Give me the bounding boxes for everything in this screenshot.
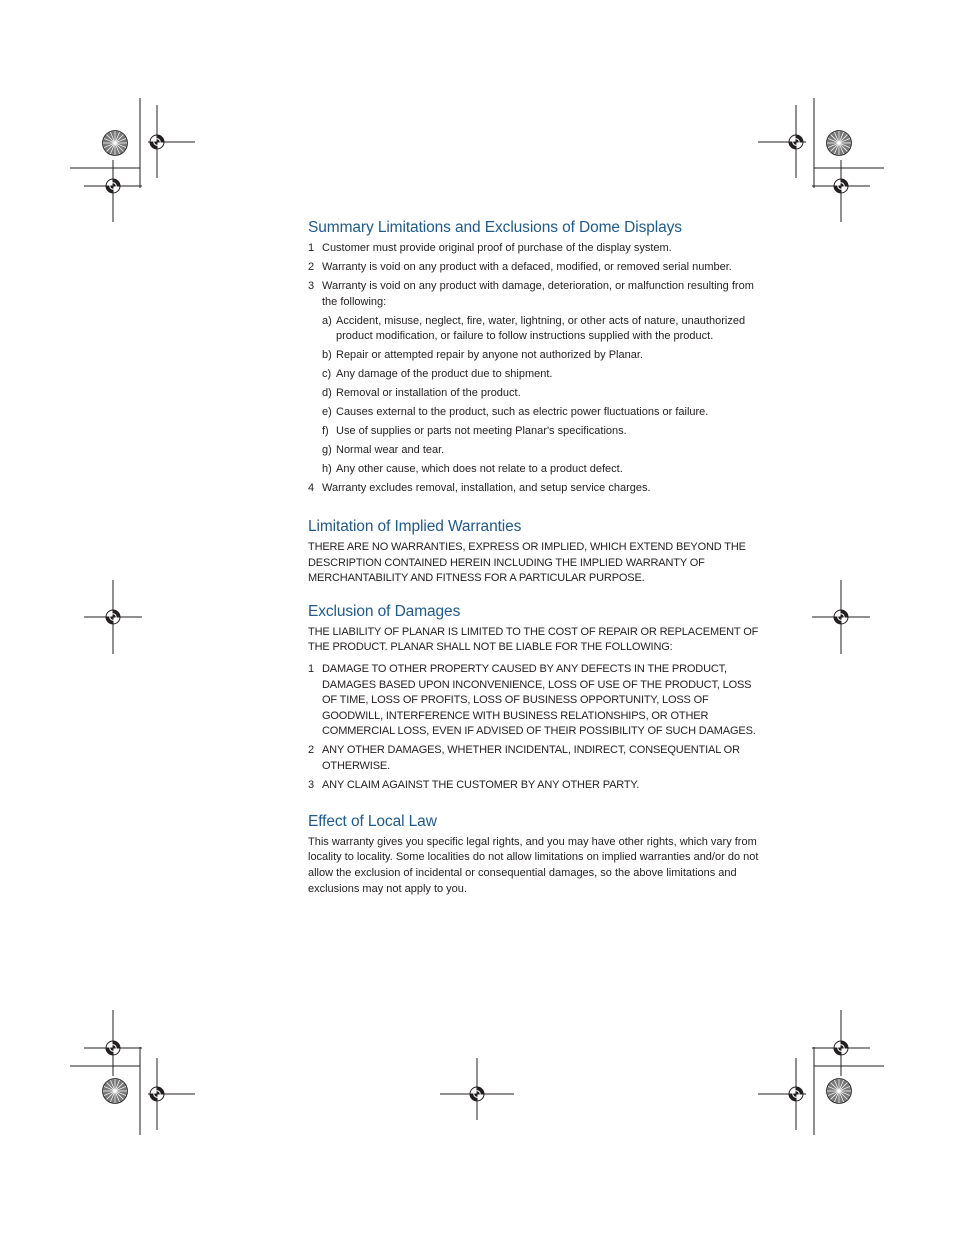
list-item <box>308 279 764 478</box>
sub-list <box>322 314 764 478</box>
sub-item-text: Accident, misuse, neglect, fire, water, lightning, or other acts of nature, unauthorized product modification, or failure to follow instructions supplied with the product. <box>336 314 746 343</box>
item-number: 2 <box>308 260 315 273</box>
list-item <box>308 260 764 276</box>
sub-item-text: Removal or installation of the product. <box>336 387 521 400</box>
heading-exclusion-of-damages: Exclusion of Damages <box>308 602 461 620</box>
heading-summary-limitations: Summary Limitations and Exclusions of Dome Displays <box>308 219 682 236</box>
sub-item-letter: e) <box>322 406 332 419</box>
effect-of-local-law-body: This warranty gives you specific legal rights, and you may have other rights, which vary from locality to locality. Some localities do not allow limitations on implied warranties and/or do not allow the exclusion of incidental or consequential damages, so the above limitations and exclusions may not apply to you. <box>308 835 759 895</box>
sub-list-item <box>322 462 764 478</box>
item-text: ANY OTHER DAMAGES, WHETHER INCIDENTAL, INDIRECT, CONSEQUENTIAL OR OTHERWISE. <box>322 744 740 772</box>
item-text: DAMAGE TO OTHER PROPERTY CAUSED BY ANY DEFECTS IN THE PRODUCT, DAMAGES BASED UPON INCONVENIENCE, LOSS OF USE OF THE PRODUCT, LOSS OF TIME, LOSS OF PROFITS, LOSS OF BUSINESS OPPORTUNITY, LOSS OF GOODWILL, INTERFERENCE WITH BUSINESS RELATIONSHIPS, OR OTHER COMMERCIAL LOSS, EVEN IF ADVISED OF THEIR POSSIBILITY OF SUCH DAMAGES. <box>322 662 756 738</box>
sub-item-text: Any other cause, which does not relate to a product defect. <box>336 463 623 476</box>
sub-item-text: Repair or attempted repair by anyone not authorized by Planar. <box>336 349 643 362</box>
heading-implied-warranties: Limitation of Implied Warranties <box>308 518 522 535</box>
item-number: 2 <box>308 744 314 757</box>
item-number: 3 <box>308 279 315 292</box>
sub-list-item <box>322 424 764 440</box>
sub-item-letter: f) <box>322 425 329 438</box>
sub-item-text: Causes external to the product, such as electric power fluctuations or failure. <box>336 406 709 419</box>
item-text: Customer must provide original proof of purchase of the display system. <box>322 242 672 254</box>
sub-item-text: Normal wear and tear. <box>336 444 445 457</box>
item-number: 3 <box>308 778 314 791</box>
page-content <box>308 219 764 897</box>
item-text: ANY CLAIM AGAINST THE CUSTOMER BY ANY OTHER PARTY. <box>322 778 640 791</box>
exclusion-of-damages-body: THE LIABILITY OF PLANAR IS LIMITED TO THE COST OF REPAIR OR REPLACEMENT OF THE PRODUCT. PLANAR SHALL NOT BE LIABLE FOR THE FOLLOWING: <box>308 625 759 654</box>
list-item <box>308 662 764 740</box>
list-item <box>308 241 764 257</box>
item-text: Warranty is void on any product with a defaced, modified, or removed serial number. <box>322 260 732 273</box>
damages-list <box>308 662 764 794</box>
sub-list-item <box>322 443 764 459</box>
list-item <box>308 481 764 497</box>
list-item <box>308 778 764 794</box>
sub-list-item <box>322 314 764 345</box>
item-number: 1 <box>308 242 315 254</box>
sub-item-letter: h) <box>322 463 332 476</box>
sub-item-letter: d) <box>322 387 332 400</box>
item-text: Warranty is void on any product with damage, deterioration, or malfunction resulting from the following: <box>322 279 754 308</box>
list-item <box>308 743 764 774</box>
sub-item-text: Any damage of the product due to shipment. <box>336 368 553 381</box>
sub-list-item <box>322 367 764 383</box>
implied-warranties-body: THERE ARE NO WARRANTIES, EXPRESS OR IMPLIED, WHICH EXTEND BEYOND THE DESCRIPTION CONTAINED HEREIN INCLUDING THE IMPLIED WARRANTY OF MERCHANTABILITY AND FITNESS FOR A PARTICULAR PURPOSE. <box>308 541 746 585</box>
sub-item-text: Use of supplies or parts not meeting Planar's specifications. <box>336 425 627 438</box>
sub-list-item <box>322 405 764 421</box>
item-text: Warranty excludes removal, installation, and setup service charges. <box>322 482 651 495</box>
sub-list-item <box>322 386 764 402</box>
summary-list <box>308 241 764 497</box>
sub-item-letter: g) <box>322 444 332 457</box>
item-number: 4 <box>308 482 315 495</box>
sub-item-letter: b) <box>322 349 332 362</box>
sub-list-item <box>322 348 764 364</box>
sub-item-letter: c) <box>322 368 332 381</box>
sub-item-letter: a) <box>322 314 332 327</box>
heading-effect-of-local-law: Effect of Local Law <box>308 812 437 830</box>
item-number: 1 <box>308 662 314 675</box>
